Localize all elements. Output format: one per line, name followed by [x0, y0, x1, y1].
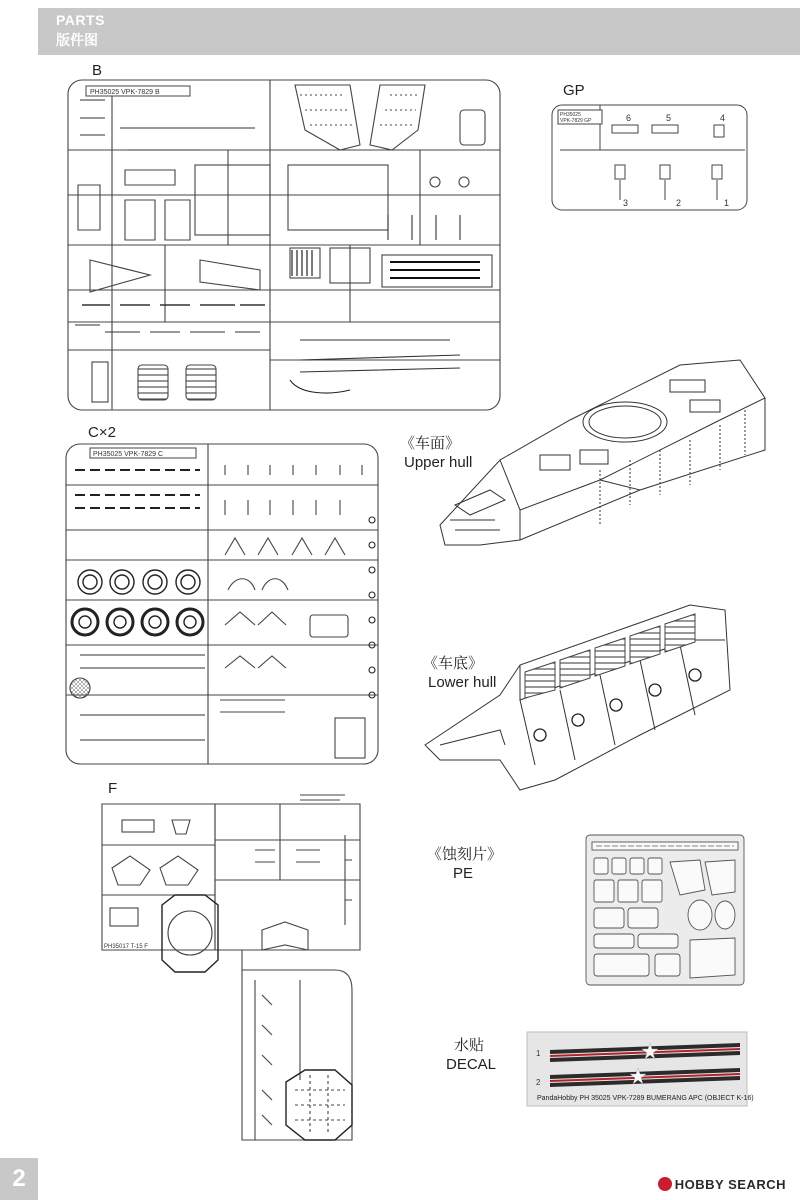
decal-sheet-caption: PandaHobby PH 35025 VPK-7289 BUMERANG APC (OBJECT K-16) [537, 1095, 754, 1102]
decal-caption-zh: 水贴 [454, 1037, 485, 1054]
upper-hull-drawing [440, 360, 765, 545]
lower-hull-drawing [425, 605, 730, 790]
decal-row-1-number: 1 [536, 1049, 541, 1058]
sprue-b-code: PH35025 VPK-7829 B [90, 89, 160, 96]
sprue-f-code: PH35017 T-15 F [104, 944, 148, 950]
sprue-f [102, 795, 360, 1140]
watermark-text: HOBBY SEARCH [674, 1177, 786, 1192]
sprue-c-code: PH35025 VPK-7829 C [93, 451, 164, 458]
sprue-b-label: B [92, 62, 103, 79]
lower-hull-caption-en: Lower hull [428, 674, 497, 691]
gp-num-5: 5 [666, 113, 672, 123]
lower-hull-caption-zh: 《车底》 [423, 655, 484, 672]
sprue-c [66, 444, 378, 764]
svg-text:PH35025: PH35025 [560, 112, 581, 118]
pe-fret [586, 835, 744, 985]
page-number: 2 [0, 1158, 38, 1200]
sprue-gp-label: GP [563, 82, 585, 99]
gp-num-2: 2 [676, 198, 682, 208]
sprue-b [68, 80, 500, 410]
sprue-gp [552, 105, 747, 210]
sprue-f-label: F [108, 780, 118, 797]
decal-row-2-number: 2 [536, 1078, 541, 1087]
gp-num-4: 4 [720, 113, 726, 123]
gp-num-6: 6 [626, 113, 632, 123]
pe-caption-zh: 《蚀刻片》 [427, 846, 503, 863]
gp-num-1: 1 [724, 198, 730, 208]
pe-caption-en: PE [453, 865, 474, 882]
sprue-c-label: C×2 [88, 424, 116, 441]
page-title: PARTS [56, 12, 105, 28]
upper-hull-caption-zh: 《车面》 [400, 435, 461, 452]
upper-hull-caption-en: Upper hull [404, 454, 473, 471]
svg-text:VPK-7829 GP: VPK-7829 GP [560, 118, 592, 124]
decal-caption-en: DECAL [446, 1056, 497, 1073]
decal-sheet [527, 1032, 754, 1106]
gp-num-3: 3 [623, 198, 629, 208]
page-subtitle: 版件图 [56, 32, 98, 48]
